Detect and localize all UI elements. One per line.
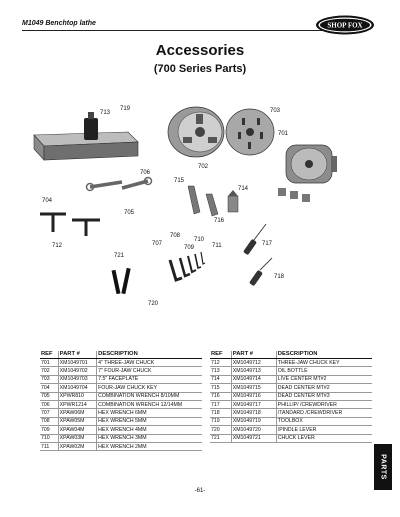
- part-cell: XM1049720: [231, 426, 276, 434]
- four-jaw-chuck-drawing: [286, 145, 337, 183]
- table-row: [40, 434, 202, 442]
- part-cell: XM1049704: [58, 384, 96, 392]
- page-subtitle: (700 Series Parts): [153, 63, 247, 75]
- part-cell: XM1049716: [231, 392, 276, 400]
- ref-cell: 710: [40, 434, 58, 442]
- header-description: DESCRIPTION: [97, 351, 202, 359]
- description-cell: LIVE CENTER MT#2: [276, 375, 372, 383]
- ref-cell: 716: [210, 392, 231, 400]
- table-row: [40, 375, 202, 383]
- ref-cell: 709: [40, 426, 58, 434]
- ref-cell: 708: [40, 417, 58, 425]
- header-description: DESCRIPTION: [276, 351, 372, 359]
- combination-wrenches-drawing: [87, 178, 152, 191]
- centers-drawing: [188, 186, 238, 216]
- table-row: [40, 384, 202, 392]
- parts-table-right: [210, 351, 372, 443]
- table-row: [210, 384, 372, 392]
- ref-cell: 706: [40, 400, 58, 408]
- ref-cell: 714: [210, 375, 231, 383]
- description-cell: DEAD CENTER MT#3: [276, 392, 372, 400]
- callout-710: 710: [194, 237, 205, 243]
- four-jaw-chuck-key-drawing: [40, 214, 66, 232]
- callout-702: 702: [198, 164, 209, 170]
- chuck-jaws-drawing: [278, 188, 310, 202]
- part-cell: XPWR1214: [58, 400, 96, 408]
- description-cell: /PINDLE LEVER: [276, 426, 372, 434]
- table-row: [40, 359, 202, 367]
- description-cell: FOUR-JAW CHUCK KEY: [97, 384, 202, 392]
- table-row: [210, 392, 372, 400]
- part-cell: XPAW04M: [58, 426, 96, 434]
- callout-718: 718: [274, 274, 285, 280]
- ref-cell: 705: [40, 392, 58, 400]
- callout-715: 715: [174, 178, 185, 184]
- callout-717: 717: [262, 241, 273, 247]
- table-row: [40, 409, 202, 417]
- description-cell: HEX WRENCH 5MM: [97, 417, 202, 425]
- description-cell: HEX WRENCH 3MM: [97, 434, 202, 442]
- page-number: -61-: [194, 488, 206, 494]
- table-row: [210, 409, 372, 417]
- description-cell: HEX WRENCH 4MM: [97, 426, 202, 434]
- faceplate-drawing: [226, 109, 274, 155]
- table-row: [40, 367, 202, 375]
- description-cell: HEX WRENCH 6MM: [97, 409, 202, 417]
- ref-cell: 702: [40, 367, 58, 375]
- description-cell: DEAD CENTER MT#2: [276, 384, 372, 392]
- callout-705: 705: [124, 210, 135, 216]
- callout-713: 713: [100, 110, 111, 116]
- ref-cell: 715: [210, 384, 231, 392]
- part-cell: XM1049713: [231, 367, 276, 375]
- part-cell: XPAW05M: [58, 417, 96, 425]
- ref-cell: 707: [40, 409, 58, 417]
- header-part: PART #: [58, 351, 96, 359]
- levers-drawing: [112, 268, 131, 294]
- page-title: Accessories: [155, 42, 245, 59]
- logo-text: SHOP FOX: [327, 21, 363, 30]
- table-row: [210, 434, 372, 442]
- ref-cell: 720: [210, 426, 231, 434]
- ref-cell: 712: [210, 359, 231, 367]
- description-cell: 4" THREE-JAW CHUCK: [97, 359, 202, 367]
- ref-cell: 717: [210, 400, 231, 408]
- description-cell: 7" FOUR-JAW CHUCK: [97, 367, 202, 375]
- callout-712: 712: [52, 243, 63, 249]
- side-tab-label: PARTS: [379, 454, 387, 480]
- screwdrivers-drawing: [243, 224, 272, 286]
- description-cell: /TANDARD /CREWDRIVER: [276, 409, 372, 417]
- callout-708: 708: [170, 233, 181, 239]
- table-row: [40, 426, 202, 434]
- callout-720: 720: [148, 301, 159, 307]
- part-cell: XM1049702: [58, 367, 96, 375]
- table-row: [40, 400, 202, 408]
- callout-707: 707: [152, 241, 163, 247]
- part-cell: XPAW02M: [58, 442, 96, 450]
- description-cell: HEX WRENCH 2MM: [97, 442, 202, 450]
- oil-bottle-drawing: [84, 112, 98, 140]
- ref-cell: 719: [210, 417, 231, 425]
- header-ref: REF: [210, 351, 231, 359]
- ref-cell: 703: [40, 375, 58, 383]
- header-rule: [22, 30, 340, 31]
- callout-706: 706: [140, 170, 151, 176]
- ref-cell: 701: [40, 359, 58, 367]
- table-row: [40, 442, 202, 450]
- ref-cell: 718: [210, 409, 231, 417]
- shop-fox-logo: [314, 14, 376, 36]
- hex-wrenches-drawing: [170, 252, 205, 280]
- part-cell: XPWR810: [58, 392, 96, 400]
- part-cell: XM1049703: [58, 375, 96, 383]
- part-cell: XM1049719: [231, 417, 276, 425]
- table-row: [40, 417, 202, 425]
- part-cell: XPAW03M: [58, 434, 96, 442]
- description-cell: COMBINATION WRENCH 12/14MM: [97, 400, 202, 408]
- callout-711: 711: [212, 243, 222, 249]
- header-ref: REF: [40, 351, 58, 359]
- description-cell: PHILLIP/ /CREWDRIVER: [276, 400, 372, 408]
- accessories-diagram: [28, 90, 358, 330]
- three-jaw-chuck-drawing: [168, 107, 224, 157]
- description-cell: 7.5" FACEPLATE: [97, 375, 202, 383]
- description-cell: CHUCK LEVER: [276, 434, 372, 442]
- callout-703: 703: [270, 108, 281, 114]
- part-cell: XM1049718: [231, 409, 276, 417]
- part-cell: XM1049717: [231, 400, 276, 408]
- part-cell: XM1049701: [58, 359, 96, 367]
- callout-719: 719: [120, 106, 131, 112]
- description-cell: OIL BOTTLE: [276, 367, 372, 375]
- table-row: [210, 400, 372, 408]
- callout-709: 709: [184, 245, 195, 251]
- part-cell: XPAW06M: [58, 409, 96, 417]
- parts-side-tab: [374, 444, 392, 490]
- ref-cell: 713: [210, 367, 231, 375]
- part-cell: XM1049712: [231, 359, 276, 367]
- description-cell: COMBINATION WRENCH 8/10MM: [97, 392, 202, 400]
- callout-704: 704: [42, 198, 53, 204]
- callout-716: 716: [214, 218, 225, 224]
- table-row: [210, 367, 372, 375]
- part-cell: XM1049715: [231, 384, 276, 392]
- callout-714: 714: [238, 186, 249, 192]
- table-row: [210, 375, 372, 383]
- parts-table-left: [40, 351, 202, 451]
- ref-cell: 711: [40, 442, 58, 450]
- description-cell: TOOLBOX: [276, 417, 372, 425]
- table-row: [210, 426, 372, 434]
- ref-cell: 721: [210, 434, 231, 442]
- table-row: [210, 417, 372, 425]
- part-cell: XM1049721: [231, 434, 276, 442]
- table-row: [210, 359, 372, 367]
- description-cell: THREE-JAW CHUCK KEY: [276, 359, 372, 367]
- ref-cell: 704: [40, 384, 58, 392]
- header-model: M1049 Benchtop lathe: [22, 20, 96, 27]
- header-part: PART #: [231, 351, 276, 359]
- callout-701: 701: [278, 131, 289, 137]
- callout-721: 721: [114, 253, 125, 259]
- part-cell: XM1049714: [231, 375, 276, 383]
- three-jaw-chuck-key-drawing: [72, 220, 100, 236]
- table-row: [40, 392, 202, 400]
